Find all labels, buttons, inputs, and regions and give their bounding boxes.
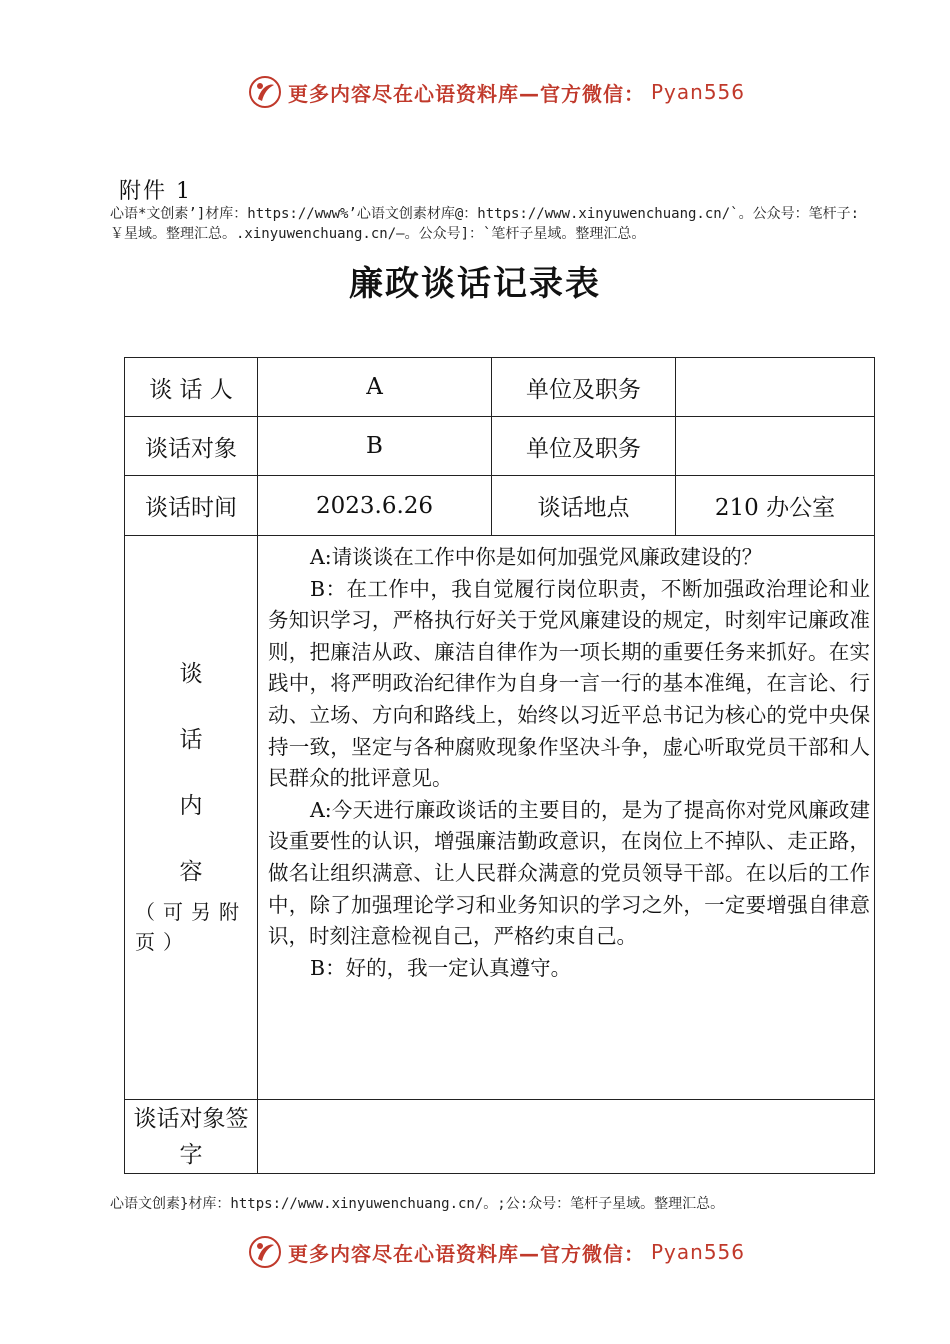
interviewee-label: 谈话对象: [125, 417, 258, 476]
conversation-paragraph: B：好的，我一定认真遵守。: [310, 955, 572, 980]
interviewer-value: A: [258, 358, 492, 417]
location-label: 谈话地点: [492, 476, 676, 536]
interviewee-unit-value: [676, 417, 875, 476]
content-label: [125, 536, 258, 1100]
signature-label: 谈话对象签字: [125, 1100, 258, 1174]
interviewee-unit-label: 单位及职务: [492, 417, 676, 476]
conversation-paragraph: A:今天进行廉政谈话的主要目的，是为了提高你对党风廉政建设重要性的认识，增强廉洁勤政意识，在岗位上不掉队、走正路，做名让组织满意、让人民群众满意的党员领导干部。在以后的工作中，除了加强理论学习和业务知识的学习之外，一定要增强自律意识，时刻注意检视自己，严格约束自己。: [268, 797, 870, 949]
table-row: [125, 358, 875, 417]
attachment-label: 附件 1: [119, 179, 192, 204]
content-label-char: 容: [179, 859, 203, 885]
source-note-top: 心语*文创素’]材库：https://www%’心语文创素材库@：https://www.xinyuwenchuang.cn/`。公众号：笔杆子:￥星域。整理汇总。.xinyuwenchuang.cn/—。公众号]：`笔杆子星域。整理汇总。: [110, 206, 860, 242]
conversation-content: [258, 536, 875, 1100]
brand-logo-icon: [248, 1235, 282, 1269]
banner-wechat-id: Pyan556: [651, 80, 746, 104]
page-title: 廉政谈话记录表: [349, 264, 601, 304]
source-note-bottom: 心语文创素}材库：https://www.xinyuwenchuang.cn/。;公:众号：笔杆子星域。整理汇总。: [110, 1196, 725, 1212]
brand-logo-icon: [248, 75, 282, 109]
time-value: 2023.6.26: [258, 476, 492, 536]
footer-banner: [248, 1232, 745, 1272]
banner-text: 更多内容尽在心语资料库—官方微信：: [288, 1241, 645, 1266]
time-label: 谈话时间: [125, 476, 258, 536]
interviewer-unit-value: [676, 358, 875, 417]
table-row: [125, 417, 875, 476]
interviewer-unit-label: 单位及职务: [492, 358, 676, 417]
banner-wechat-id: Pyan556: [651, 1240, 746, 1264]
content-label-note: （可另附页）: [135, 900, 247, 954]
signature-field[interactable]: [258, 1100, 875, 1174]
content-label-char: 谈: [179, 661, 203, 687]
header-banner: [248, 72, 745, 112]
content-label-char: 内: [179, 793, 203, 819]
interviewer-label: 谈 话 人: [125, 358, 258, 417]
table-row: [125, 536, 875, 1100]
record-table: [124, 357, 875, 1174]
interviewee-value: B: [258, 417, 492, 476]
conversation-paragraph: B：在工作中，我自觉履行岗位职责，不断加强政治理论和业务知识学习，严格执行好关于党风廉建设的规定，时刻牢记廉政准则，把廉洁从政、廉洁自律作为一项长期的重要任务来抓好。在实践中，将严明政治纪律作为自身一言一行的基本准绳，在言论、行动、立场、方向和路线上，始终以习近平总书记为核心的党中央保持一致，坚定与各种腐败现象作坚决斗争，虚心听取党员干部和人民群众的批评意见。: [268, 576, 870, 791]
location-value: 210 办公室: [676, 476, 875, 536]
table-row: [125, 476, 875, 536]
content-label-char: 话: [179, 727, 203, 753]
table-row: [125, 1100, 875, 1174]
banner-text: 更多内容尽在心语资料库—官方微信：: [288, 81, 645, 106]
conversation-paragraph: A:请谈谈在工作中你是如何加强党风廉政建设的？: [310, 545, 763, 569]
